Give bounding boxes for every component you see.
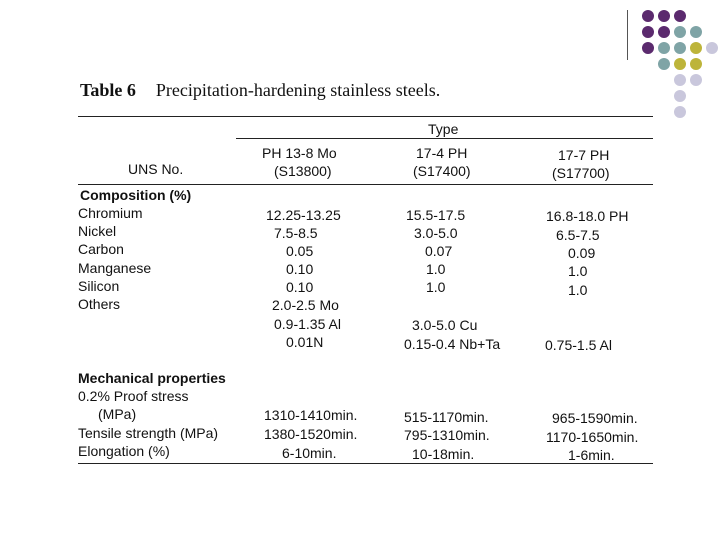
cell-value: 0.75-1.5 Al — [545, 337, 612, 353]
cell-value: 3.0-5.0 Cu — [412, 317, 478, 333]
decor-dot — [690, 74, 702, 86]
row-label: Nickel — [78, 223, 117, 239]
cell-value: 15.5-17.5 — [406, 207, 466, 223]
column-header-name: PH 13-8 Mo — [262, 145, 337, 161]
mechanical-heading: Mechanical properties — [78, 370, 226, 386]
cell-value: 16.8-18.0 PH — [546, 208, 629, 224]
cell-value: 0.05 — [286, 243, 314, 259]
decor-dot — [642, 10, 654, 22]
row-label: (MPa) — [98, 406, 137, 422]
row-label: Manganese — [78, 260, 152, 276]
decor-dot — [642, 42, 654, 54]
decor-dot — [674, 106, 686, 118]
top-rule — [78, 116, 653, 117]
decorative-divider-line — [627, 10, 628, 60]
row-label: Silicon — [78, 278, 120, 294]
cell-value: 6.5-7.5 — [556, 227, 600, 243]
decor-dot — [690, 42, 702, 54]
cell-value: 965-1590min. — [552, 410, 638, 426]
decor-dot — [674, 58, 686, 70]
decor-dot — [658, 42, 670, 54]
composition-heading: Composition (%) — [80, 187, 192, 203]
decor-dot — [706, 42, 718, 54]
cell-value: 6-10min. — [282, 445, 337, 461]
table-number: Table 6 — [80, 80, 136, 100]
cell-value: 1310-1410min. — [264, 407, 358, 423]
decor-dot — [690, 26, 702, 38]
type-rule — [236, 138, 653, 139]
uns-row-header: UNS No. — [128, 161, 184, 177]
cell-value: 1.0 — [426, 279, 446, 295]
cell-value: 10-18min. — [412, 446, 475, 462]
cell-value: 0.10 — [286, 279, 314, 295]
row-label: Others — [78, 296, 121, 312]
decor-dot — [674, 90, 686, 102]
cell-value: 1.0 — [568, 263, 588, 279]
decor-dot — [658, 26, 670, 38]
column-header-uns: (S17400) — [413, 163, 471, 179]
cell-value: 1380-1520min. — [264, 426, 358, 442]
cell-value: 795-1310min. — [404, 427, 490, 443]
cell-value: 0.9-1.35 Al — [274, 316, 341, 332]
column-header-uns: (S17700) — [552, 165, 610, 181]
table-caption: Precipitation-hardening stainless steels. — [155, 80, 441, 100]
cell-value: 0.09 — [568, 245, 596, 261]
decor-dot — [674, 42, 686, 54]
row-label: Chromium — [78, 205, 143, 221]
cell-value: 0.07 — [425, 243, 453, 259]
row-label: Elongation (%) — [78, 443, 170, 459]
row-label: Tensile strength (MPa) — [78, 425, 219, 441]
row-label: 0.2% Proof stress — [78, 388, 189, 404]
column-header-uns: (S13800) — [274, 163, 332, 179]
cell-value: 2.0-2.5 Mo — [272, 297, 339, 313]
header-rule — [78, 184, 653, 185]
row-label: Carbon — [78, 241, 124, 257]
decorative-dot-grid — [642, 10, 720, 120]
decor-dot — [658, 58, 670, 70]
decor-dot — [658, 10, 670, 22]
type-group-header: Type — [428, 121, 459, 137]
cell-value: 0.15-0.4 Nb+Ta — [404, 336, 501, 352]
cell-value: 7.5-8.5 — [274, 225, 318, 241]
table-title — [80, 80, 440, 101]
decor-dot — [674, 74, 686, 86]
cell-value: 12.25-13.25 — [266, 207, 341, 223]
cell-value: 1.0 — [568, 282, 588, 298]
cell-value: 3.0-5.0 — [414, 225, 458, 241]
cell-value: 515-1170min. — [404, 409, 489, 425]
cell-value: 0.01N — [286, 334, 324, 350]
cell-value: 1-6min. — [568, 447, 615, 463]
cell-value: 1.0 — [426, 261, 446, 277]
decor-dot — [642, 26, 654, 38]
column-header-name: 17-7 PH — [558, 147, 610, 163]
decor-dot — [674, 26, 686, 38]
decor-dot — [690, 58, 702, 70]
column-header-name: 17-4 PH — [416, 145, 468, 161]
bottom-rule — [78, 463, 653, 464]
cell-value: 0.10 — [286, 261, 314, 277]
cell-value: 1170-1650min. — [546, 429, 639, 445]
decor-dot — [674, 10, 686, 22]
